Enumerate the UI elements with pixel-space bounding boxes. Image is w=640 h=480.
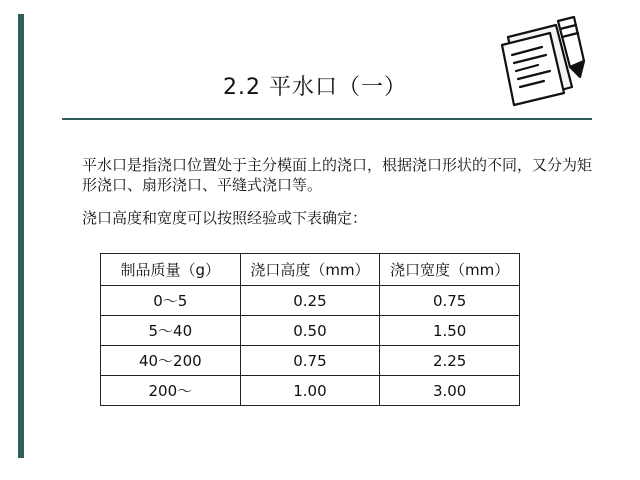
table-row: [101, 286, 520, 316]
gate-size-table: [100, 253, 520, 406]
title-divider: [62, 118, 592, 120]
table-row: [101, 376, 520, 406]
left-accent-bar: [18, 14, 24, 458]
table-header-row: [101, 254, 520, 286]
cell-width: 2.25: [380, 346, 520, 376]
cell-height: 0.75: [240, 346, 380, 376]
table-intro-paragraph: 浇口高度和宽度可以按照经验或下表确定：: [82, 209, 368, 227]
cell-height: 0.25: [240, 286, 380, 316]
intro-paragraph: 平水口是指浇口位置处于主分模面上的浇口，根据浇口形状的不同，又分为矩形浇口、扇形浇口、平缝式浇口等。: [82, 156, 593, 194]
header-gate-height: 浇口高度（mm）: [240, 254, 380, 286]
table-row: [101, 346, 520, 376]
cell-width: 3.00: [380, 376, 520, 406]
cell-width: 1.50: [380, 316, 520, 346]
cell-width: 0.75: [380, 286, 520, 316]
cell-mass: 200～: [101, 376, 241, 406]
slide-title: 2.2 平水口（一）: [223, 75, 407, 100]
table-row: [101, 316, 520, 346]
cell-height: 0.50: [240, 316, 380, 346]
cell-height: 1.00: [240, 376, 380, 406]
header-mass: 制品质量（g）: [101, 254, 241, 286]
notepad-pencil-icon: [498, 15, 588, 107]
cell-mass: 40～200: [101, 346, 241, 376]
cell-mass: 5～40: [101, 316, 241, 346]
header-gate-width: 浇口宽度（mm）: [380, 254, 520, 286]
cell-mass: 0～5: [101, 286, 241, 316]
